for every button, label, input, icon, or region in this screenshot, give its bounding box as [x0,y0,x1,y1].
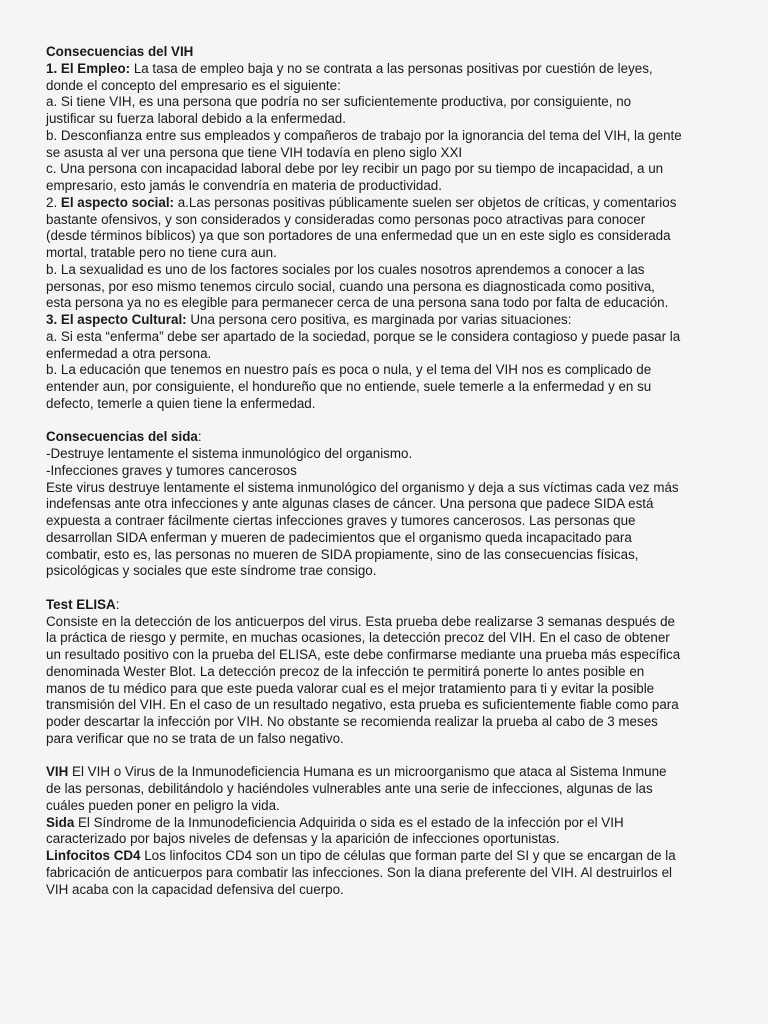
paragraph-line: donde el concepto del empresario es el siguiente: [46,77,341,93]
paragraph-line: (desde términos bíblicos) ya que son portadores de una enfermedad que un en este siglo es considerada [46,228,671,244]
paragraph-line: denominada Wester Blot. La detección precoz de la infección te permitirá ponerte lo antes posible en [46,663,645,679]
paragraph-line: transmisión del VIH. En el caso de un resultado negativo, esta prueba es suficientemente fiable como para [46,697,679,713]
paragraph-line: Linfocitos CD4 Los linfocitos CD4 son un tipo de células que forman parte del SI y que se encargan de la [46,848,676,863]
heading-consecuencias-vih: Consecuencias del VIH [46,44,194,59]
spacer [46,413,721,430]
paragraph-line: desarrollan SIDA enferman y mueren de padecimientos que el organismo queda incapacitado para [46,529,632,545]
paragraph-line: -Destruye lentamente el sistema inmunológico del organismo. [46,446,413,461]
paragraph-line: poder descartar la infección por VIH. No obstante se recomienda realizar la prueba al cabo de 3 meses [46,714,658,729]
cd4-term: Linfocitos CD4 [46,848,141,863]
paragraph-line: combatir, esto es, las personas no mueren de SIDA propiamente, sino de las consecuencias físicas, [46,546,639,562]
paragraph-line: psicológicas y sociales que este síndrome trae consigo. [46,563,377,579]
paragraph-line: b. Desconfianza entre sus empleados y compañeros de trabajo por la ignorancia del tema del VIH, la gente [46,127,682,143]
paragraph-line: bastante ofensivos, y son considerados y consideradas como personas poco atractivas para conocer [46,211,646,227]
paragraph-line: enfermedad a otra persona. [46,345,212,361]
paragraph-line: VIH El VIH o Virus de la Inmunodeficiencia Humana es un microorganismo que ataca al Sistema Inmune [46,764,667,780]
paragraph-line: Este virus destruye lentamente el sistema inmunológico del organismo y deja a sus víctimas cada vez más [46,479,679,495]
paragraph-line: se asusta al ver una persona que tiene VIH todavía en pleno siglo XXI [46,144,463,160]
spacer [46,580,721,597]
paragraph-line: la práctica de riesgo y permite, en muchas ocasiones, la detección precoz del VIH. En el caso de obtener [46,630,670,646]
paragraph-line: defecto, temerle a quien tiene la enfermedad. [46,395,316,411]
paragraph-line: personas, por eso mismo tenemos circulo social, cuando una persona es diagnosticada como positiva, [46,278,655,294]
paragraph-line: a. Si tiene VIH, es una persona que podría no ser suficientemente productiva, por consiguiente, no [46,94,632,110]
spacer [46,748,721,765]
paragraph-line: Consiste en la detección de los anticuerpos del virus. Esta prueba debe realizarse 3 semanas después de [46,613,675,629]
paragraph-line: esta persona ya no es elegible para permanecer cerca de una persona sana todo por falta de educación. [46,295,669,311]
paragraph-line: b. La educación que tenemos en nuestro país es poca o nula, y el tema del VIH nos es complicado de [46,362,652,378]
sida-term: Sida [46,814,75,830]
heading-consecuencias-sida: Consecuencias del sida: [46,429,202,445]
paragraph-line: manos de tu médico para que este pueda valorar cual es el mejor tratamiento para ti y evitar la posible [46,680,655,696]
paragraph-line: c. Una persona con incapacidad laboral debe por ley recibir un pago por su tiempo de incapacidad, a un [46,161,664,177]
paragraph-line: b. La sexualidad es uno de los factores sociales por los cuales nosotros aprendemos a conocer a las [46,261,645,277]
paragraph-line: entender aun, por consiguiente, el hondureño que no entiende, suele temerle a la enfermedad y en su [46,379,652,394]
paragraph-line: 1. El Empleo: La tasa de empleo baja y no se contrata a las personas positivas por cuestión de leyes, [46,60,653,76]
social-heading: El aspecto social: [60,194,175,210]
paragraph-line: de las personas, debilitándolo y haciéndoles vulnerables ante una serie de infecciones, algunas de las [46,781,653,796]
paragraph-line: VIH acaba con la capacidad defensiva del cuerpo. [46,881,344,897]
paragraph-line: -Infecciones graves y tumores cancerosos [46,462,297,478]
paragraph-line: mortal, tratable pero no tiene cura aun. [46,245,277,260]
paragraph-line: Sida El Síndrome de la Inmunodeficiencia Adquirida o sida es el estado de la infección por el VIH [46,814,624,830]
paragraph-line: un resultado positivo con la prueba del ELISA, este debe confirmarse mediante una prueba más específica [46,647,681,662]
paragraph-line: 3. El aspecto Cultural: Una persona cero positiva, es marginada por varias situaciones: [46,312,572,327]
paragraph-line: expuesta a contraer fácilmente ciertas infecciones graves y tumores cancerosos. Las personas que [46,513,636,528]
paragraph-line: indefensas ante otra infecciones y ante algunas clases de cáncer. Una persona que padece SIDA está [46,496,654,512]
paragraph-line: empresario, esto jamás le convendría en materia de productividad. [46,178,442,193]
paragraph-line: 2. El aspecto social: a.Las personas positivas públicamente suelen ser objetos de críticas, y comentarios [46,194,677,210]
heading-test-elisa: Test ELISA: [46,596,120,612]
paragraph-line: a. Si esta “enferma” debe ser apartado de la sociedad, porque se le considera contagioso y puede pasar la [46,328,681,344]
paragraph-line: cuáles pueden poner en peligro la vida. [46,797,280,813]
cultural-heading: 3. El aspecto Cultural: [46,312,187,327]
paragraph-line: fabricación de anticuerpos para combatir las infecciones. Son la diana preferente del VIH. Al destruirlos el [46,864,672,880]
paragraph-line: caracterizado por bajos niveles de defensas y la aparición de infecciones oportunistas. [46,831,560,847]
paragraph-line: para verificar que no se trata de un falso negativo. [46,730,344,746]
vih-term: VIH [46,764,69,780]
document-page [46,44,721,898]
paragraph-line: justificar su fuerza laboral debido a la enfermedad. [46,111,346,126]
empleo-heading: 1. El Empleo: [46,60,131,76]
